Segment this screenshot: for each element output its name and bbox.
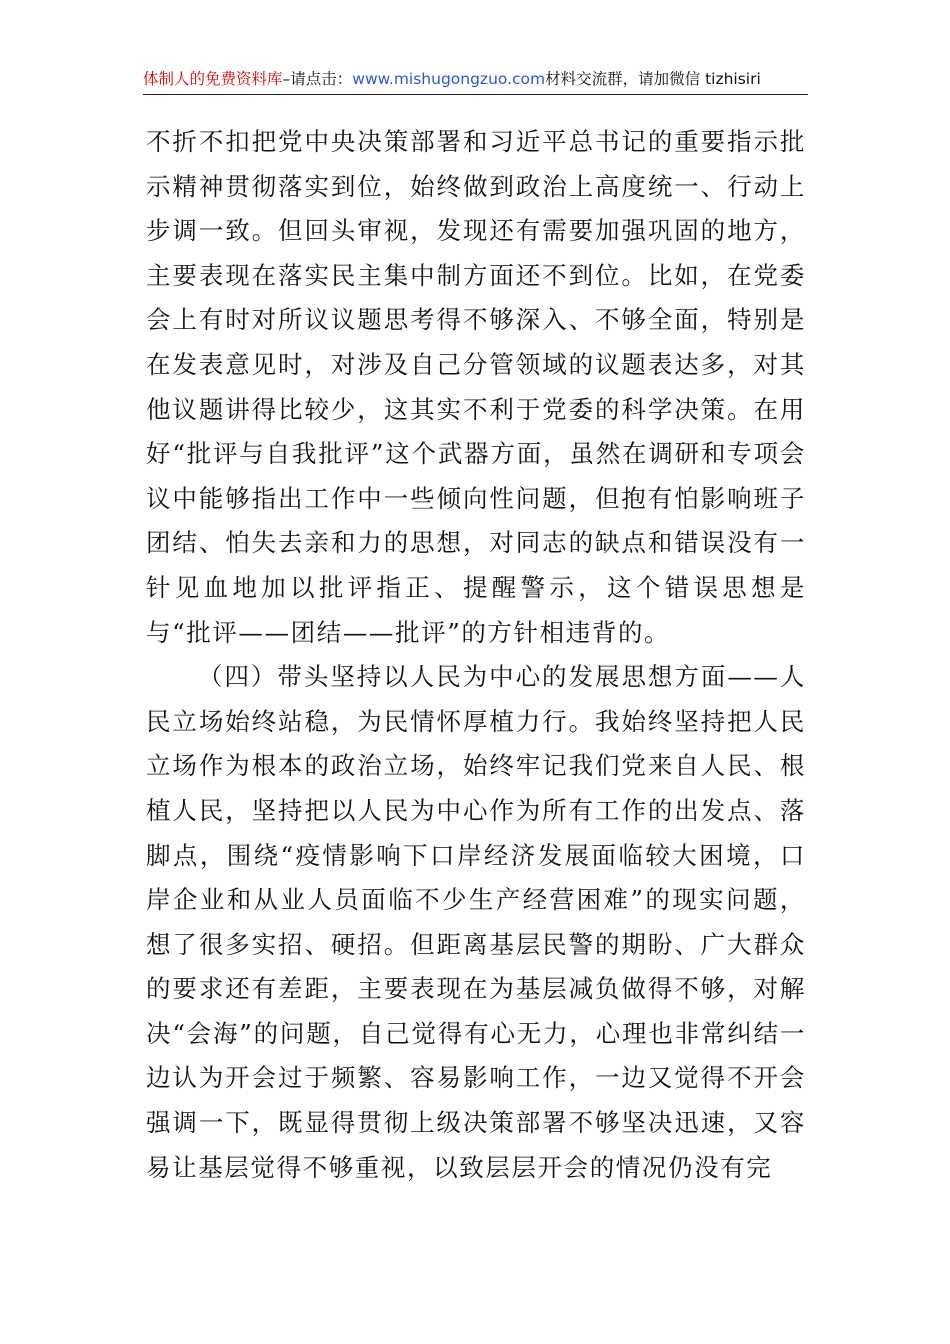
paragraph-2: （四）带头坚持以人民为中心的发展思想方面——人民立场始终站稳，为民情怀厚植力行。我始终坚持把人民立场作为根本的政治立场，始终牢记我们党来自人民、根植人民，坚持把以人民为中心作为所有工作的出发点、落脚点，围绕“疫情影响下口岸经济发展面临较大困境，口岸企业和从业人员面临不少生产经营困难”的现实问题，想了很多实招、硬招。但距离基层民警的期盼、广大群众的要求还有差距，主要表现在为基层减负做得不够，对解决“会海”的问题，自己觉得有心无力，心理也非常纠结一边认为开会过于频繁、容易影响工作，一边又觉得不开会强调一下，既显得贯彻上级决策部署不够坚决迅速，又容易让基层觉得不够重视，以致层层开会的情况仍没有完 (146, 662, 806, 1182)
header-contact: 材料交流群，请加微信 tizhisiri (545, 70, 761, 88)
document-body (146, 120, 806, 1190)
paragraph-1: 不折不扣把党中央决策部署和习近平总书记的重要指示批示精神贯彻落实到位，始终做到政治上高度统一、行动上步调一致。但回头审视，发现还有需要加强巩固的地方，主要表现在落实民主集中制方面还不到位。比如，在党委会上有时对所议议题思考得不够深入、不够全面，特别是在发表意见时，对涉及自己分管领域的议题表达多，对其他议题讲得比较少，这其实不利于党委的科学决策。在用好“批评与自我批评”这个武器方面，虽然在调研和专项会议中能够指出工作中一些倾向性问题，但抱有怕影响班子团结、怕失去亲和力的思想，对同志的缺点和错误没有一针见血地加以批评指正、提醒警示，这个错误思想是与“批评——团结——批评”的方针相违背的。 (146, 127, 806, 647)
header-brand: 体制人的免费资料库 (143, 70, 283, 88)
page-header (143, 66, 808, 95)
header-prompt: –请点击： (282, 70, 353, 88)
header-link[interactable]: www.mishugongzuo.com (352, 70, 546, 88)
